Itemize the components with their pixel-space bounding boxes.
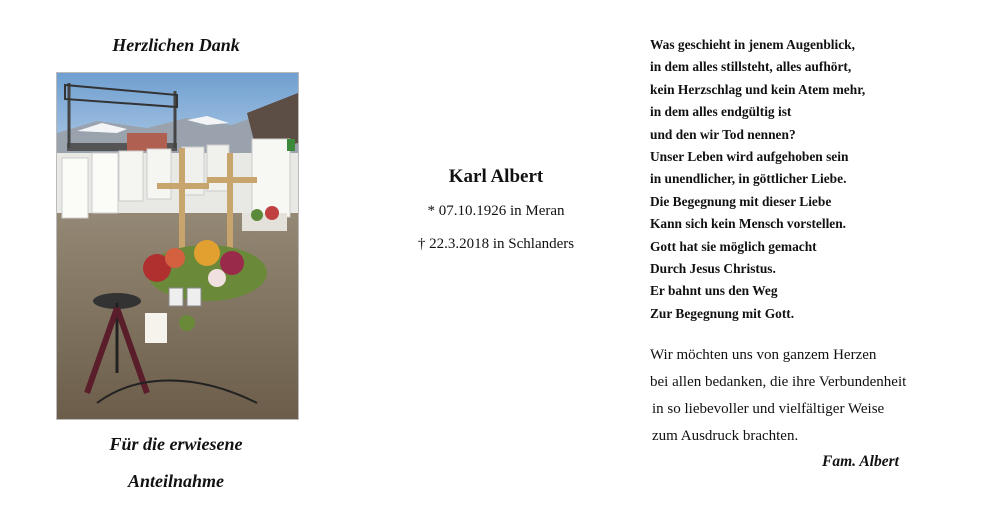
poem-line: in unendlicher, in göttlicher Liebe.	[650, 171, 847, 187]
heading-for-sympathy-line1: Für die erwiesene	[109, 434, 243, 454]
poem	[650, 34, 865, 325]
poem-line: und den wir Tod nennen?	[650, 126, 796, 142]
poem-line: Zur Begegnung mit Gott.	[650, 305, 795, 321]
poem-line: Gott hat sie möglich gemacht	[650, 238, 817, 254]
grave-photo	[56, 72, 299, 420]
poem-line: Er bahnt uns den Weg	[650, 283, 778, 299]
thanks-text	[650, 342, 906, 450]
deceased-name: Karl Albert	[448, 166, 544, 187]
family-signature: Fam. Albert	[822, 453, 899, 470]
poem-line: Kann sich kein Mensch vorstellen.	[650, 216, 847, 232]
heading-thanks: Herzlichen Dank	[112, 35, 240, 55]
thanks-line: in so liebevoller und vielfältiger Weise	[652, 401, 885, 417]
birth-date: * 07.10.1926 in Meran	[427, 203, 565, 219]
poem-line: Durch Jesus Christus.	[650, 261, 776, 277]
heading-for-sympathy-line2: Anteilnahme	[127, 471, 225, 491]
poem-line: Die Begegnung mit dieser Liebe	[650, 193, 832, 209]
poem-line: kein Herzschlag und kein Atem mehr,	[650, 81, 866, 97]
thanks-line: Wir möchten uns von ganzem Herzen	[650, 347, 877, 363]
poem-line: in dem alles endgültig ist	[650, 104, 792, 120]
poem-line: Unser Leben wird aufgehoben sein	[650, 149, 849, 165]
poem-line: Was geschieht in jenem Augenblick,	[650, 37, 855, 52]
death-date: † 22.3.2018 in Schlanders	[417, 236, 575, 252]
poem-line: in dem alles stillsteht, alles aufhört,	[650, 59, 852, 75]
thanks-line: bei allen bedanken, die ihre Verbundenheit	[650, 374, 907, 390]
thanks-line: zum Ausdruck brachten.	[652, 428, 799, 444]
